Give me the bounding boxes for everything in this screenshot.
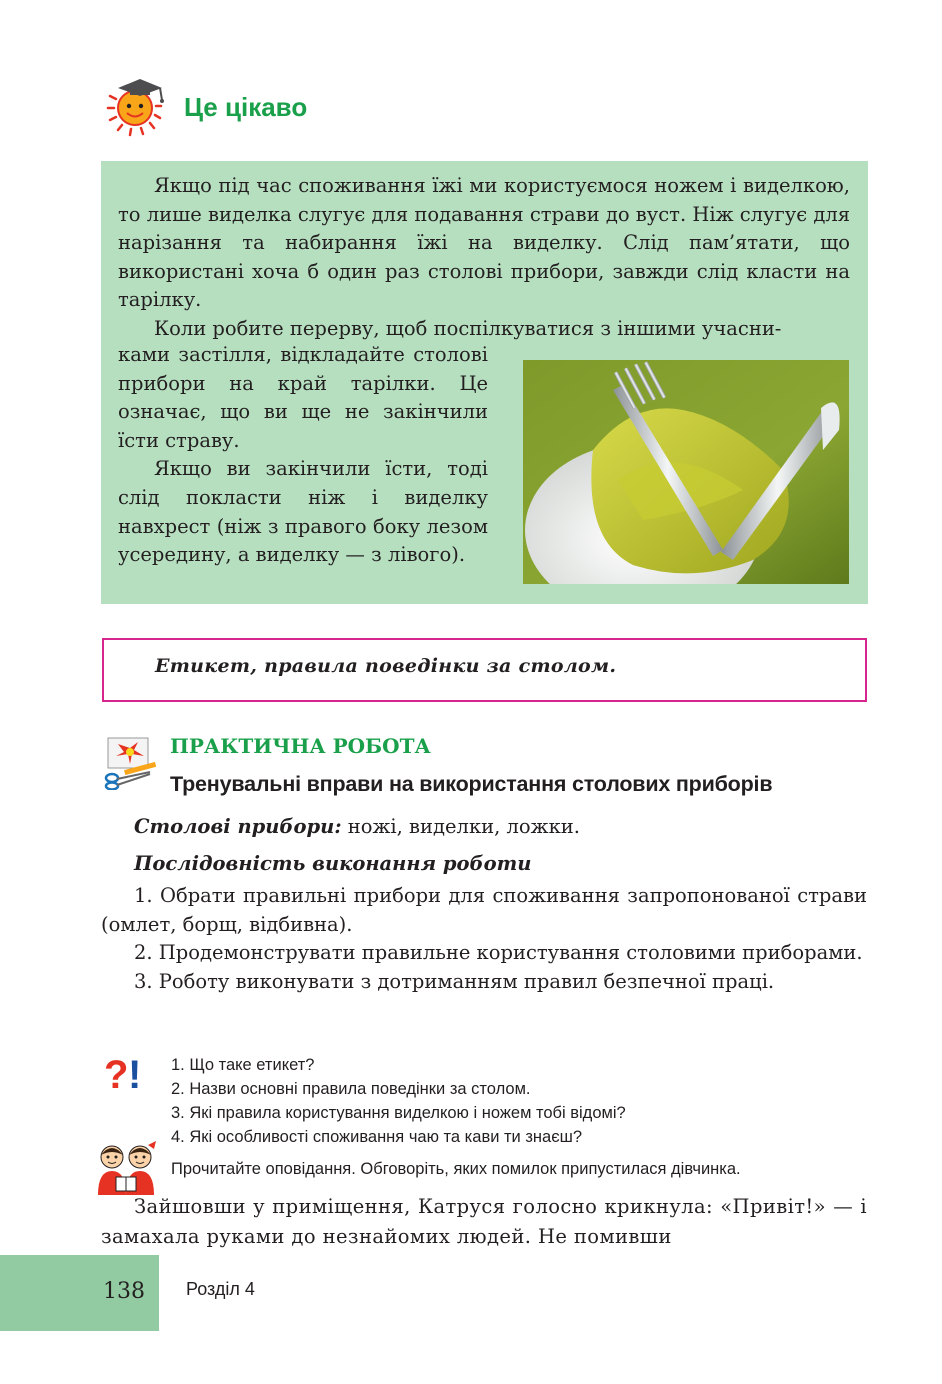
question-item: 4. Які особливості споживання чаю та кави ти знаєш? [171,1128,583,1146]
practical-work-subheading: Тренувальні вправи на використання столових приборів [170,772,773,796]
info-paragraph-2-rest: ками застілля, відкладайте столові прибори на край тарілки. Це означає, що ви ще не закінчили їсти страву. [118,343,488,452]
step-item: 3. Роботу виконувати з дотриманням правил безпечної праці. [134,969,775,993]
steps-list [101,882,867,996]
art-supplies-icon [100,734,160,790]
step-item: 1. Обрати правильні прибори для споживання запропонованої страви (омлет, борщ, відбивна). [101,884,867,936]
page-number: 138 [103,1279,145,1304]
tools-value: ножі, виделки, ложки. [341,815,580,838]
task-text: Прочитайте оповідання. Обговоріть, яких помилок припустилася дівчинка. [171,1160,741,1178]
topic-text: Етикет, правила поведінки за столом. [155,655,617,677]
section-label: Розділ 4 [186,1279,255,1299]
question-item: 1. Що таке етикет? [171,1056,315,1074]
info-paragraph-3: Якщо ви закінчили їсти, тоді слід покласти ніж і виделку навхрест (ніж з правого боку лезом усередину, а виделку — з лівого). [118,457,488,567]
info-box-side-text [118,341,488,570]
questions-list [171,1053,626,1149]
story-paragraph: Зайшовши у приміщення, Катруся голосно крикнула: «Привіт!» — і замахала руками до незнайомих людей. Не помивши [101,1195,867,1248]
question-exclamation-icon [104,1052,152,1094]
info-paragraph-2-start: Коли робите перерву, щоб поспілкуватися з іншими учасни- [154,316,782,340]
svg-text:!: ! [128,1053,142,1094]
tools-label: Столові прибори: [134,815,342,838]
section-title: Це цікаво [184,92,308,122]
graduate-sun-icon [100,68,172,140]
sequence-heading: Послідовність виконання роботи [134,852,532,875]
story-text [101,1192,867,1252]
plate-fork-knife-napkin-photo [523,360,849,584]
question-item: 3. Які правила користування виделкою і ножем тобі відомі? [171,1104,626,1122]
step-item: 2. Продемонструвати правильне користування столовими приборами. [134,941,863,965]
info-paragraph-1: Якщо під час споживання їжі ми користуємося ножем і виделкою, то лише виделка слугує для подавання страви до вуст. Ніж слугує для нарізання та набирання їжі на виделку. Слід пам’ятати, що використані хоча б один раз столові прибори, завжди слід класти на тарілку. [118,174,851,312]
practical-work-heading: ПРАКТИЧНА РОБОТА [170,734,431,758]
reading-kids-icon [92,1141,162,1197]
question-item: 2. Назви основні правила поведінки за столом. [171,1080,531,1098]
tools-line [134,815,580,838]
info-box-text [118,172,850,344]
svg-text:?: ? [104,1053,129,1094]
